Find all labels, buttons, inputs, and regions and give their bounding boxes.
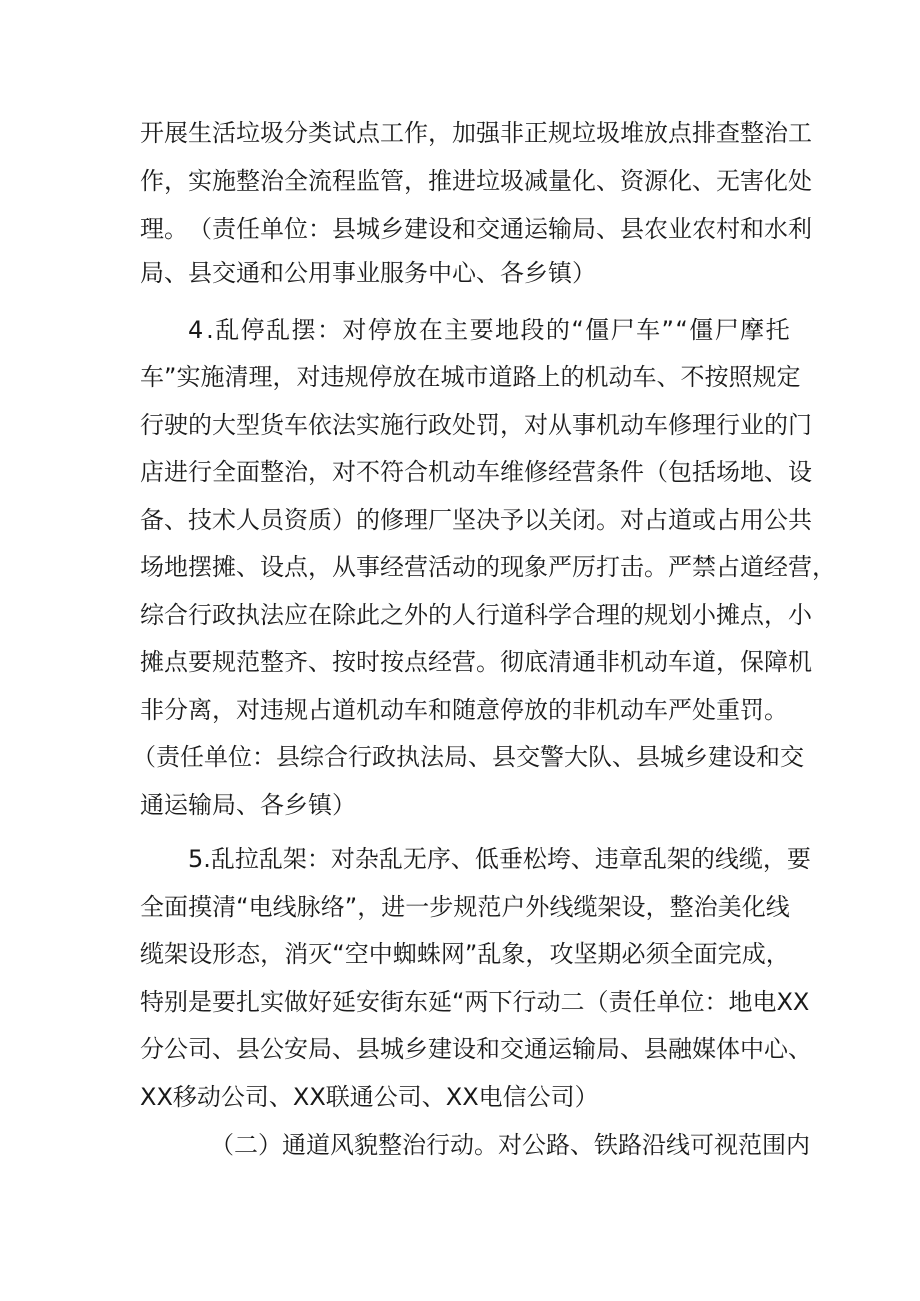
text-line: 备 、 技 术 人 员 资 质 ） 的 修 理 厂 坚 决 予 以 关 闭 。 对 占 道 或 占 用 公 共 xyxy=(140,506,812,534)
text-line: 摊 点 要 规 范 整 齐 、 按 时 按 点 经 营 。 彻 底 清 通 非 机 动 车 道 ， 保 障 机 xyxy=(140,648,812,676)
text-line: 缆 架 设 形 态 ， 消 灭 “ 空 中 蜘 蛛 网 ” 乱 象 ， 攻 坚 期 必 须 全 面 完 成 ， xyxy=(140,940,790,968)
text-line: 车 ” 实 施 清 理 ， 对 违 规 停 放 在 城 市 道 路 上 的 机 动 车 、 不 按 照 规 定 xyxy=(140,363,801,391)
text-line: （ 责 任 单 位 ： 县 综 合 行 政 执 法 局 、 县 交 警 大 队 、 县 城 乡 建 设 和 交 xyxy=(132,743,804,771)
text-line: 局、县交通和公用事业服务中心、各乡镇） xyxy=(140,259,596,287)
text-line: XX移动公司、XX联通公司、XX电信公司） xyxy=(140,1083,599,1111)
text-line: 5 . 乱 拉 乱 架 ： 对 杂 乱 无 序 、 低 垂 松 垮 、 违 章 乱 架 的 线 缆 ， 要 xyxy=(188,845,811,873)
text-line: 场 地 摆 摊 、 设 点 ， 从 事 经 营 活 动 的 现 象 严 厉 打 击 。 严 禁 占 道 经 营 ， xyxy=(140,553,836,581)
text-line: 作 ， 实 施 整 治 全 流 程 监 管 ， 推 进 垃 圾 减 量 化 、 资 源 化 、 无 害 化 处 xyxy=(140,167,812,195)
text-line: 综 合 行 政 执 法 应 在 除 此 之 外 的 人 行 道 科 学 合 理 的 规 划 小 摊 点 ， 小 xyxy=(140,601,812,629)
text-line: 店 进 行 全 面 整 治 ， 对 不 符 合 机 动 车 维 修 经 营 条 件 （ 包 括 场 地 、 设 xyxy=(140,458,812,486)
text-line: 理 。 （ 责 任 单 位 ： 县 城 乡 建 设 和 交 通 运 输 局 、 县 农 业 农 村 和 水 利 xyxy=(140,215,812,243)
text-line: 通运输局、各乡镇） xyxy=(140,791,356,819)
text-line: 非分离，对违规占道机动车和随意停放的非机动车严处重罚。 xyxy=(140,696,788,724)
text-line: 行 驶 的 大 型 货 车 依 法 实 施 行 政 处 罚 ， 对 从 事 机 动 车 修 理 行 业 的 门 xyxy=(140,411,812,439)
text-line: 全 面 摸 清 “ 电 线 脉 络 ” ， 进 一 步 规 范 户 外 线 缆 架 设 ， 整 治 美 化 线 xyxy=(140,893,790,921)
text-line: 分 公 司 、 县 公 安 局 、 县 城 乡 建 设 和 交 通 运 输 局 、 县 融 媒 体 中 心 、 xyxy=(140,1035,812,1063)
text-line: （ 二 ） 通 道 风 貌 整 治 行 动 。 对 公 路 、 铁 路 沿 线 可 视 范 围 内 xyxy=(210,1131,810,1159)
text-line: 4 . 乱 停 乱 摆 ： 对 停 放 在 主 要 地 段 的 “ 僵 尸 车 ” “ 僵 尸 摩 托 xyxy=(188,316,790,344)
text-line: 特 别 是 要 扎 实 做 好 延 安 街 东 延 “ 两 下 行 动 二 （ 责 任 单 位 ： 地 电 XX xyxy=(140,988,810,1016)
text-line: 开 展 生 活 垃 圾 分 类 试 点 工 作 ， 加 强 非 正 规 垃 圾 堆 放 点 排 查 整 治 工 xyxy=(140,119,812,147)
